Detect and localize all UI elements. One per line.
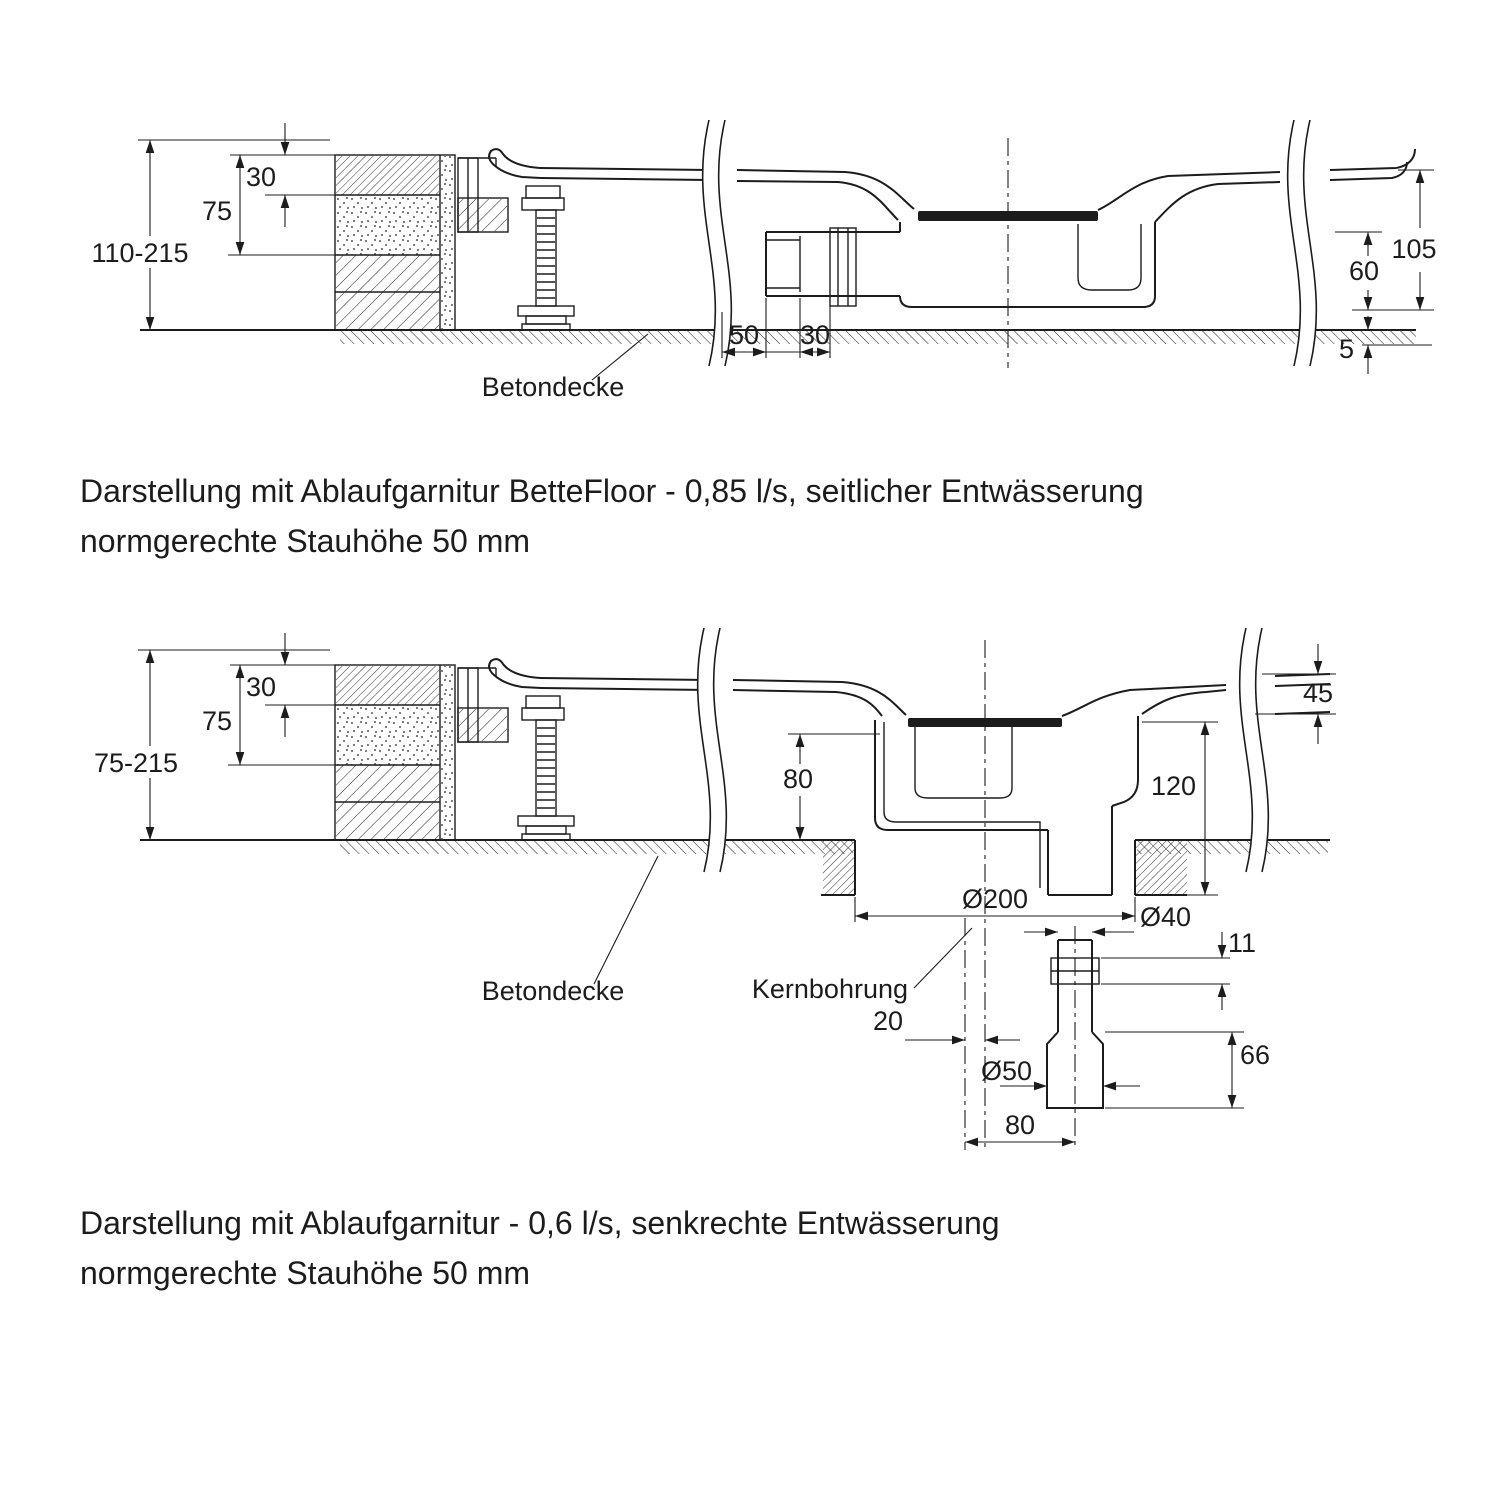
dim-install-height-range: 110-215 <box>91 238 189 268</box>
dim-install-height-range: 75-215 <box>93 748 179 778</box>
dim-drain-height: 60 <box>1348 256 1380 286</box>
figure-2 <box>80 628 1336 1291</box>
dim-socket-diameter: Ø50 <box>980 1056 1032 1086</box>
dim-tray-edge-height: 45 <box>1302 678 1334 708</box>
caption-2-line-2: normgerechte Stauhöhe 50 mm <box>80 1255 531 1291</box>
wall-tray-edge-assembly <box>335 659 709 840</box>
dim-outlet-length: 50 <box>728 320 760 350</box>
dim-center-offset: 20 <box>872 1006 904 1036</box>
dim-pipe-offset: 80 <box>1004 1110 1036 1140</box>
betondecke-label: Betondecke <box>481 372 625 402</box>
caption-2-line-1: Darstellung mit Ablaufgarnitur - 0,6 l/s, senkrechte Entwässerung <box>80 1205 1000 1241</box>
dim-layer-top: 30 <box>245 672 276 702</box>
slab-cut-hatch-left <box>823 841 855 895</box>
figure-1-object <box>140 138 1416 368</box>
dim-layer-screed: 75 <box>201 706 232 736</box>
dim-layer-top: 30 <box>245 162 276 192</box>
dim-collar-height: 11 <box>1228 928 1257 958</box>
slab-cut-hatch-right <box>1136 841 1187 895</box>
concrete-floor-hatch <box>340 331 1416 344</box>
caption-1-line-1: Darstellung mit Ablaufgarnitur BetteFloor - 0,85 l/s, seitlicher Entwässerung <box>80 473 1144 509</box>
betondecke-leader <box>594 856 658 984</box>
outlet-pipe <box>766 232 900 296</box>
caption-1-line-2: normgerechte Stauhöhe 50 mm <box>80 523 531 559</box>
drain-bowl <box>900 222 1155 307</box>
betondecke-label: Betondecke <box>481 976 625 1006</box>
dim-outlet-socket: 30 <box>799 320 831 350</box>
figure-2-breaks <box>698 628 1269 872</box>
dim-core-depth: 120 <box>1150 771 1196 801</box>
dim-pipe-diameter: Ø40 <box>1140 902 1192 932</box>
dim-tray-height: 105 <box>1391 234 1437 264</box>
dim-layer-screed: 75 <box>201 196 232 226</box>
drain-siphon-bell <box>915 724 1012 798</box>
dim-core-diameter: Ø200 <box>961 884 1029 914</box>
figure-1-dimensions <box>91 123 1436 402</box>
wall-tray-edge-assembly <box>335 149 709 330</box>
figure-1-caption <box>80 473 1144 559</box>
dim-socket-length: 66 <box>1240 1040 1271 1070</box>
pipe-coupling <box>830 228 856 306</box>
figure-2-caption <box>80 1205 1000 1291</box>
kernbohrung-label: Kernbohrung <box>751 974 908 1004</box>
dim-floor-gap: 5 <box>1338 334 1354 364</box>
figure-1 <box>80 120 1437 559</box>
dim-drain-body-height: 80 <box>782 764 814 794</box>
kernbohrung-leader <box>914 928 972 988</box>
drain-inner-cup <box>884 722 1040 888</box>
figure-2-object <box>140 640 1330 1150</box>
drain-siphon-cup <box>1078 224 1141 290</box>
